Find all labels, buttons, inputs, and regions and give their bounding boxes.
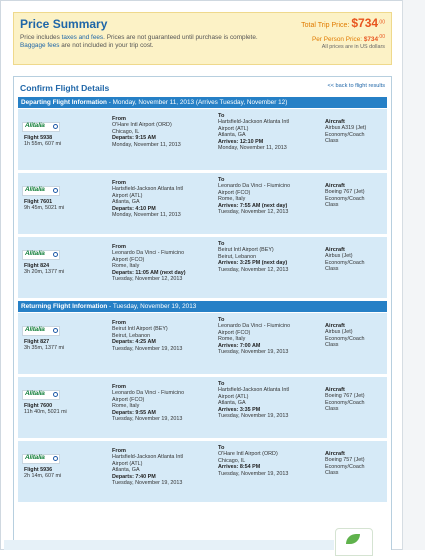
flight-info <box>24 467 61 480</box>
returning-bar-label: Returning Flight Information <box>21 303 108 310</box>
to-label: To <box>218 317 225 323</box>
to-info <box>218 177 290 215</box>
departure-time: Departs: 11:05 AM (next day) <box>112 269 186 276</box>
to-airport-code: Airport (FCO) <box>218 189 251 196</box>
alitalia-logo-icon <box>22 186 60 196</box>
right-scroll-rail <box>402 0 425 550</box>
arrival-time: Arrives: 3:25 PM (next day) <box>218 260 288 267</box>
cabin-class-suffix: Class <box>325 202 339 209</box>
aircraft-type: Airbus A319 (Jet) <box>325 125 367 132</box>
to-airport: Beirut Intl Airport (BEY) <box>218 247 274 254</box>
airline-mark-icon <box>53 188 58 193</box>
to-airport-code: Airport (FCO) <box>218 329 251 336</box>
arrival-date: Tuesday, November 12, 2013 <box>218 266 289 273</box>
to-info <box>218 445 288 477</box>
departure-time: Departs: 4:25 AM <box>112 339 156 346</box>
departing-bar-label: Departing Flight Information <box>21 99 107 106</box>
from-city: Atlanta, GA <box>112 199 140 206</box>
to-city: Atlanta, GA <box>218 400 246 407</box>
from-info <box>112 448 183 486</box>
to-label: To <box>218 177 225 183</box>
arrival-date: Monday, November 11, 2013 <box>218 145 287 152</box>
from-info <box>112 180 183 218</box>
cabin-class-suffix: Class <box>325 138 339 145</box>
departure-time: Departs: 9:55 AM <box>112 409 156 416</box>
alitalia-logo-icon <box>22 454 60 464</box>
flight-duration: 1h 55m, 607 mi <box>24 141 62 148</box>
aircraft-info <box>325 323 365 349</box>
airline-mark-icon <box>53 124 58 129</box>
departure-time: Departs: 4:10 PM <box>112 205 156 212</box>
aircraft-type: Boeing 767 (Jet) <box>325 189 365 196</box>
flight-duration: 9h 45m, 5021 mi <box>24 205 65 212</box>
arrival-time: Arrives: 3:35 PM <box>218 406 261 413</box>
returning-section-bar <box>18 301 387 312</box>
from-airport: O'Hare Intl Airport (ORD) <box>112 122 172 129</box>
departing-section-bar <box>18 97 387 108</box>
airline-name: Alitalia <box>25 186 45 193</box>
aircraft-type: Boeing 767 (Jet) <box>325 393 365 400</box>
to-info <box>218 113 289 151</box>
from-label: From <box>112 180 126 186</box>
to-airport: Leonardo Da Vinci - Fiumicino <box>218 323 291 330</box>
cabin-class: Economy/Coach <box>325 335 365 342</box>
flight-number: Flight 827 <box>24 339 50 345</box>
departure-date: Tuesday, November 19, 2013 <box>112 416 183 423</box>
flight-info <box>24 339 64 352</box>
aircraft-info <box>325 183 365 209</box>
from-info <box>112 320 182 352</box>
from-airport-code: Airport (ATL) <box>112 460 143 467</box>
to-airport-code: Airport (ATL) <box>218 125 249 132</box>
from-city: Rome, Italy <box>112 403 140 410</box>
flight-row <box>18 109 387 173</box>
to-airport-code: Airport (ATL) <box>218 393 249 400</box>
per-person-cents: .00 <box>378 34 385 40</box>
aircraft-info <box>325 451 365 477</box>
departure-date: Monday, November 11, 2013 <box>112 212 181 219</box>
flight-info <box>24 199 64 212</box>
flight-row <box>18 173 387 237</box>
baggage-note-suffix: are not included in your trip cost. <box>59 42 154 49</box>
flight-number: Flight 7601 <box>24 199 53 205</box>
from-label: From <box>112 448 126 454</box>
departure-date: Tuesday, November 19, 2013 <box>112 480 183 487</box>
total-cents: .00 <box>378 19 385 26</box>
arrival-date: Tuesday, November 19, 2013 <box>218 413 289 420</box>
bottom-banner <box>4 540 334 550</box>
from-label: From <box>112 320 126 326</box>
total-label: Total Trip Price: <box>301 22 352 29</box>
flight-row <box>18 313 387 377</box>
to-city: Rome, Italy <box>218 196 246 203</box>
aircraft-label: Aircraft <box>325 451 345 457</box>
alitalia-logo-icon <box>22 122 60 132</box>
returning-bar-detail: - Tuesday, November 19, 2013 <box>107 303 197 310</box>
airline-name: Alitalia <box>25 454 45 461</box>
to-city: Rome, Italy <box>218 336 246 343</box>
cabin-class: Economy/Coach <box>325 463 365 470</box>
airline-mark-icon <box>53 392 58 397</box>
departing-bar-detail: - Monday, November 11, 2013 (Arrives Tuesday, November 12) <box>106 99 288 106</box>
total-value: $734 <box>351 16 379 30</box>
arrival-time: Arrives: 12:10 PM <box>218 138 264 145</box>
airline-name: Alitalia <box>25 390 45 397</box>
aircraft-label: Aircraft <box>325 387 345 393</box>
airline-mark-icon <box>53 456 58 461</box>
departure-time: Departs: 7:40 PM <box>112 473 156 480</box>
from-airport: Leonardo Da Vinci - Fiumicino <box>112 250 185 257</box>
aircraft-label: Aircraft <box>325 323 345 329</box>
from-airport-code: Airport (FCO) <box>112 396 145 403</box>
departure-date: Tuesday, November 19, 2013 <box>112 345 183 352</box>
price-note <box>20 34 258 41</box>
arrival-time: Arrives: 8:54 PM <box>218 464 261 471</box>
to-label: To <box>218 381 225 387</box>
bottom-badge <box>335 528 373 556</box>
departure-date: Monday, November 11, 2013 <box>112 141 181 148</box>
to-label: To <box>218 113 225 119</box>
arrival-date: Tuesday, November 19, 2013 <box>218 470 289 477</box>
from-city: Chicago, IL <box>112 128 140 135</box>
cabin-class: Economy/Coach <box>325 259 365 266</box>
airline-name: Alitalia <box>25 250 45 257</box>
confirm-flight-panel <box>13 76 392 550</box>
total-trip-price <box>301 16 385 30</box>
from-label: From <box>112 384 126 390</box>
to-airport: Hartsfield-Jackson Atlanta Intl <box>218 387 290 394</box>
airline-mark-icon <box>53 328 58 333</box>
flight-row <box>18 377 387 441</box>
price-summary-box <box>13 12 392 65</box>
baggage-fees-link[interactable]: Baggage fees <box>20 42 60 49</box>
to-city: Atlanta, GA <box>218 132 246 139</box>
airline-name: Alitalia <box>25 326 45 333</box>
flight-duration: 11h 40m, 5021 mi <box>24 409 67 416</box>
departure-time: Departs: 9:15 AM <box>112 135 156 142</box>
from-info <box>112 384 184 422</box>
baggage-note <box>20 42 154 49</box>
from-airport: Beirut Intl Airport (BEY) <box>112 326 168 333</box>
to-airport: Hartsfield-Jackson Atlanta Intl <box>218 119 290 126</box>
arrival-time: Arrives: 7:55 AM (next day) <box>218 202 288 209</box>
from-city: Beirut, Lebanon <box>112 332 151 339</box>
cabin-class-suffix: Class <box>325 342 339 349</box>
flight-duration: 2h 14m, 607 mi <box>24 473 62 480</box>
flight-number: Flight 5936 <box>24 467 53 473</box>
price-summary-title: Price Summary <box>20 17 108 31</box>
aircraft-label: Aircraft <box>325 119 345 125</box>
from-airport: Hartsfield-Jackson Atlanta Intl <box>112 454 184 461</box>
from-city: Atlanta, GA <box>112 467 140 474</box>
arrival-date: Tuesday, November 19, 2013 <box>218 349 289 356</box>
to-label: To <box>218 445 225 451</box>
cabin-class: Economy/Coach <box>325 131 365 138</box>
leaf-icon <box>346 534 360 544</box>
aircraft-label: Aircraft <box>325 183 345 189</box>
aircraft-type: Airbus (Jet) <box>325 329 353 336</box>
confirm-title: Confirm Flight Details <box>20 83 110 93</box>
back-to-results-link[interactable]: << back to flight results <box>327 83 385 89</box>
flight-row <box>18 441 387 505</box>
taxes-fees-link[interactable]: taxes and fees <box>61 34 104 41</box>
aircraft-type: Boeing 757 (Jet) <box>325 457 365 464</box>
aircraft-info <box>325 387 365 413</box>
flight-duration: 3h 35m, 1377 mi <box>24 345 65 352</box>
alitalia-logo-icon <box>22 326 60 336</box>
to-airport: O'Hare Intl Airport (ORD) <box>218 451 278 458</box>
currency-note: All prices are in US dollars <box>321 44 385 50</box>
flight-number: Flight 824 <box>24 263 50 269</box>
to-info <box>218 317 290 355</box>
flight-duration: 3h 20m, 1377 mi <box>24 269 65 276</box>
cabin-class-suffix: Class <box>325 406 339 413</box>
arrival-date: Tuesday, November 12, 2013 <box>218 209 289 216</box>
from-city: Rome, Italy <box>112 263 140 270</box>
flight-row <box>18 237 387 301</box>
cabin-class-suffix: Class <box>325 266 339 273</box>
aircraft-info <box>325 247 365 273</box>
airline-mark-icon <box>53 252 58 257</box>
from-label: From <box>112 244 126 250</box>
flight-info <box>24 135 61 148</box>
price-note-suffix: . Prices are not guaranteed until purchase is complete. <box>103 34 258 41</box>
to-info <box>218 381 289 419</box>
cabin-class: Economy/Coach <box>325 399 365 406</box>
from-airport-code: Airport (FCO) <box>112 256 145 263</box>
flight-number: Flight 5938 <box>24 135 53 141</box>
alitalia-logo-icon <box>22 250 60 260</box>
from-info <box>112 116 181 148</box>
to-city: Beirut, Lebanon <box>218 253 257 260</box>
departure-date: Tuesday, November 12, 2013 <box>112 276 183 283</box>
from-airport: Hartsfield-Jackson Atlanta Intl <box>112 186 184 193</box>
per-person-label: Per Person Price: <box>311 36 364 44</box>
flight-info <box>24 263 64 276</box>
arrival-time: Arrives: 7:00 AM <box>218 342 261 349</box>
from-info <box>112 244 186 282</box>
aircraft-type: Airbus (Jet) <box>325 253 353 260</box>
aircraft-label: Aircraft <box>325 247 345 253</box>
price-note-prefix: Price includes <box>20 34 62 41</box>
alitalia-logo-icon <box>22 390 60 400</box>
from-airport: Leonardo Da Vinci - Fiumicino <box>112 390 185 397</box>
to-airport: Leonardo Da Vinci - Fiumicino <box>218 183 291 190</box>
per-person-value: $734 <box>363 36 379 44</box>
cabin-class-suffix: Class <box>325 470 339 477</box>
per-person-price <box>312 34 385 43</box>
aircraft-info <box>325 119 366 145</box>
airline-name: Alitalia <box>25 122 45 129</box>
to-info <box>218 241 288 273</box>
flight-info <box>24 403 67 416</box>
to-city: Chicago, IL <box>218 457 246 464</box>
flight-number: Flight 7600 <box>24 403 53 409</box>
to-label: To <box>218 241 225 247</box>
cabin-class: Economy/Coach <box>325 195 365 202</box>
from-label: From <box>112 116 126 122</box>
from-airport-code: Airport (ATL) <box>112 192 143 199</box>
